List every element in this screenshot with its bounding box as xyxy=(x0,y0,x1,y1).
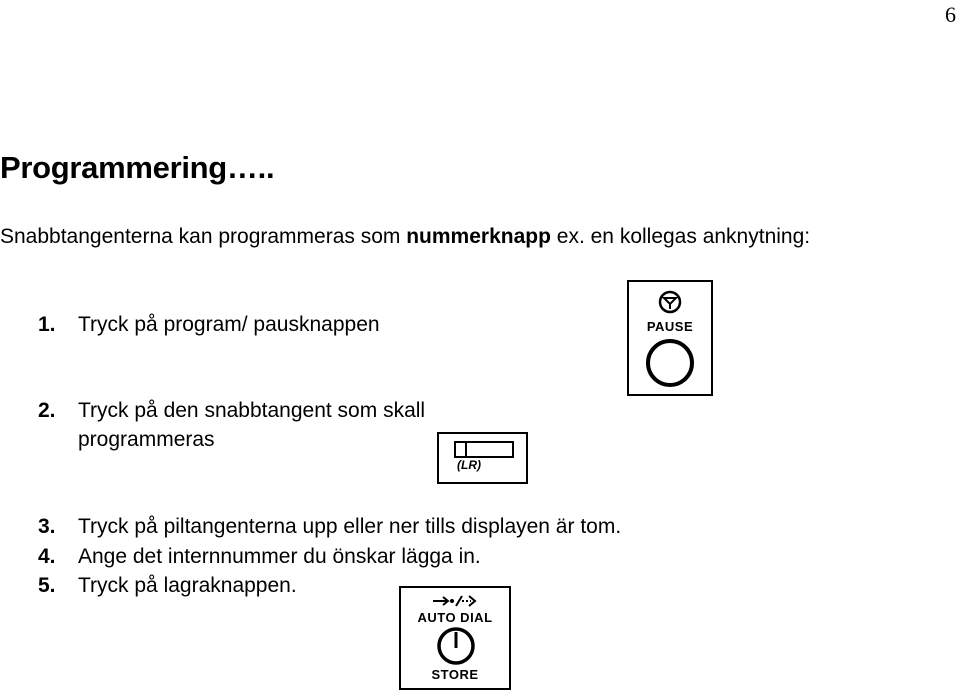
program-icon xyxy=(658,290,682,314)
pause-button-illustration xyxy=(627,280,713,396)
step-number: 3. xyxy=(38,515,56,538)
pause-label: PAUSE xyxy=(646,319,694,334)
speed-key-illustration xyxy=(437,432,528,484)
step-text-line-1: Tryck på den snabbtangent som skall xyxy=(78,399,426,422)
store-button-illustration xyxy=(399,586,511,690)
store-round-key xyxy=(436,626,476,666)
arrow-dial-icon xyxy=(431,593,481,609)
intro-text-end: ex. en kollegas anknytning: xyxy=(550,225,811,248)
auto-dial-label: AUTO DIAL xyxy=(417,610,493,625)
step-text: Ange det internnummer du önskar lägga in. xyxy=(78,545,481,568)
intro-text-bold: nummerknapp xyxy=(406,225,551,248)
intro-text-start: Snabbtangenterna kan programmeras som xyxy=(0,225,407,248)
step-text-line-2: programmeras xyxy=(78,428,215,451)
step-number: 4. xyxy=(38,545,56,568)
step-number: 2. xyxy=(38,399,56,422)
step-number: 1. xyxy=(38,313,56,336)
speed-key-shape xyxy=(454,441,514,459)
page-title: Programmering….. xyxy=(0,150,275,185)
store-label: STORE xyxy=(431,667,479,682)
step-text: Tryck på lagraknappen. xyxy=(78,574,297,597)
step-text: Tryck på piltangenterna upp eller ner tills displayen är tom. xyxy=(78,515,622,538)
step-number: 5. xyxy=(38,574,56,597)
pause-round-key xyxy=(644,337,696,389)
page-number: 6 xyxy=(945,2,956,27)
intro-paragraph xyxy=(0,222,900,251)
lr-label: (LR) xyxy=(457,458,481,472)
step-text: Tryck på program/ pausknappen xyxy=(78,313,380,336)
